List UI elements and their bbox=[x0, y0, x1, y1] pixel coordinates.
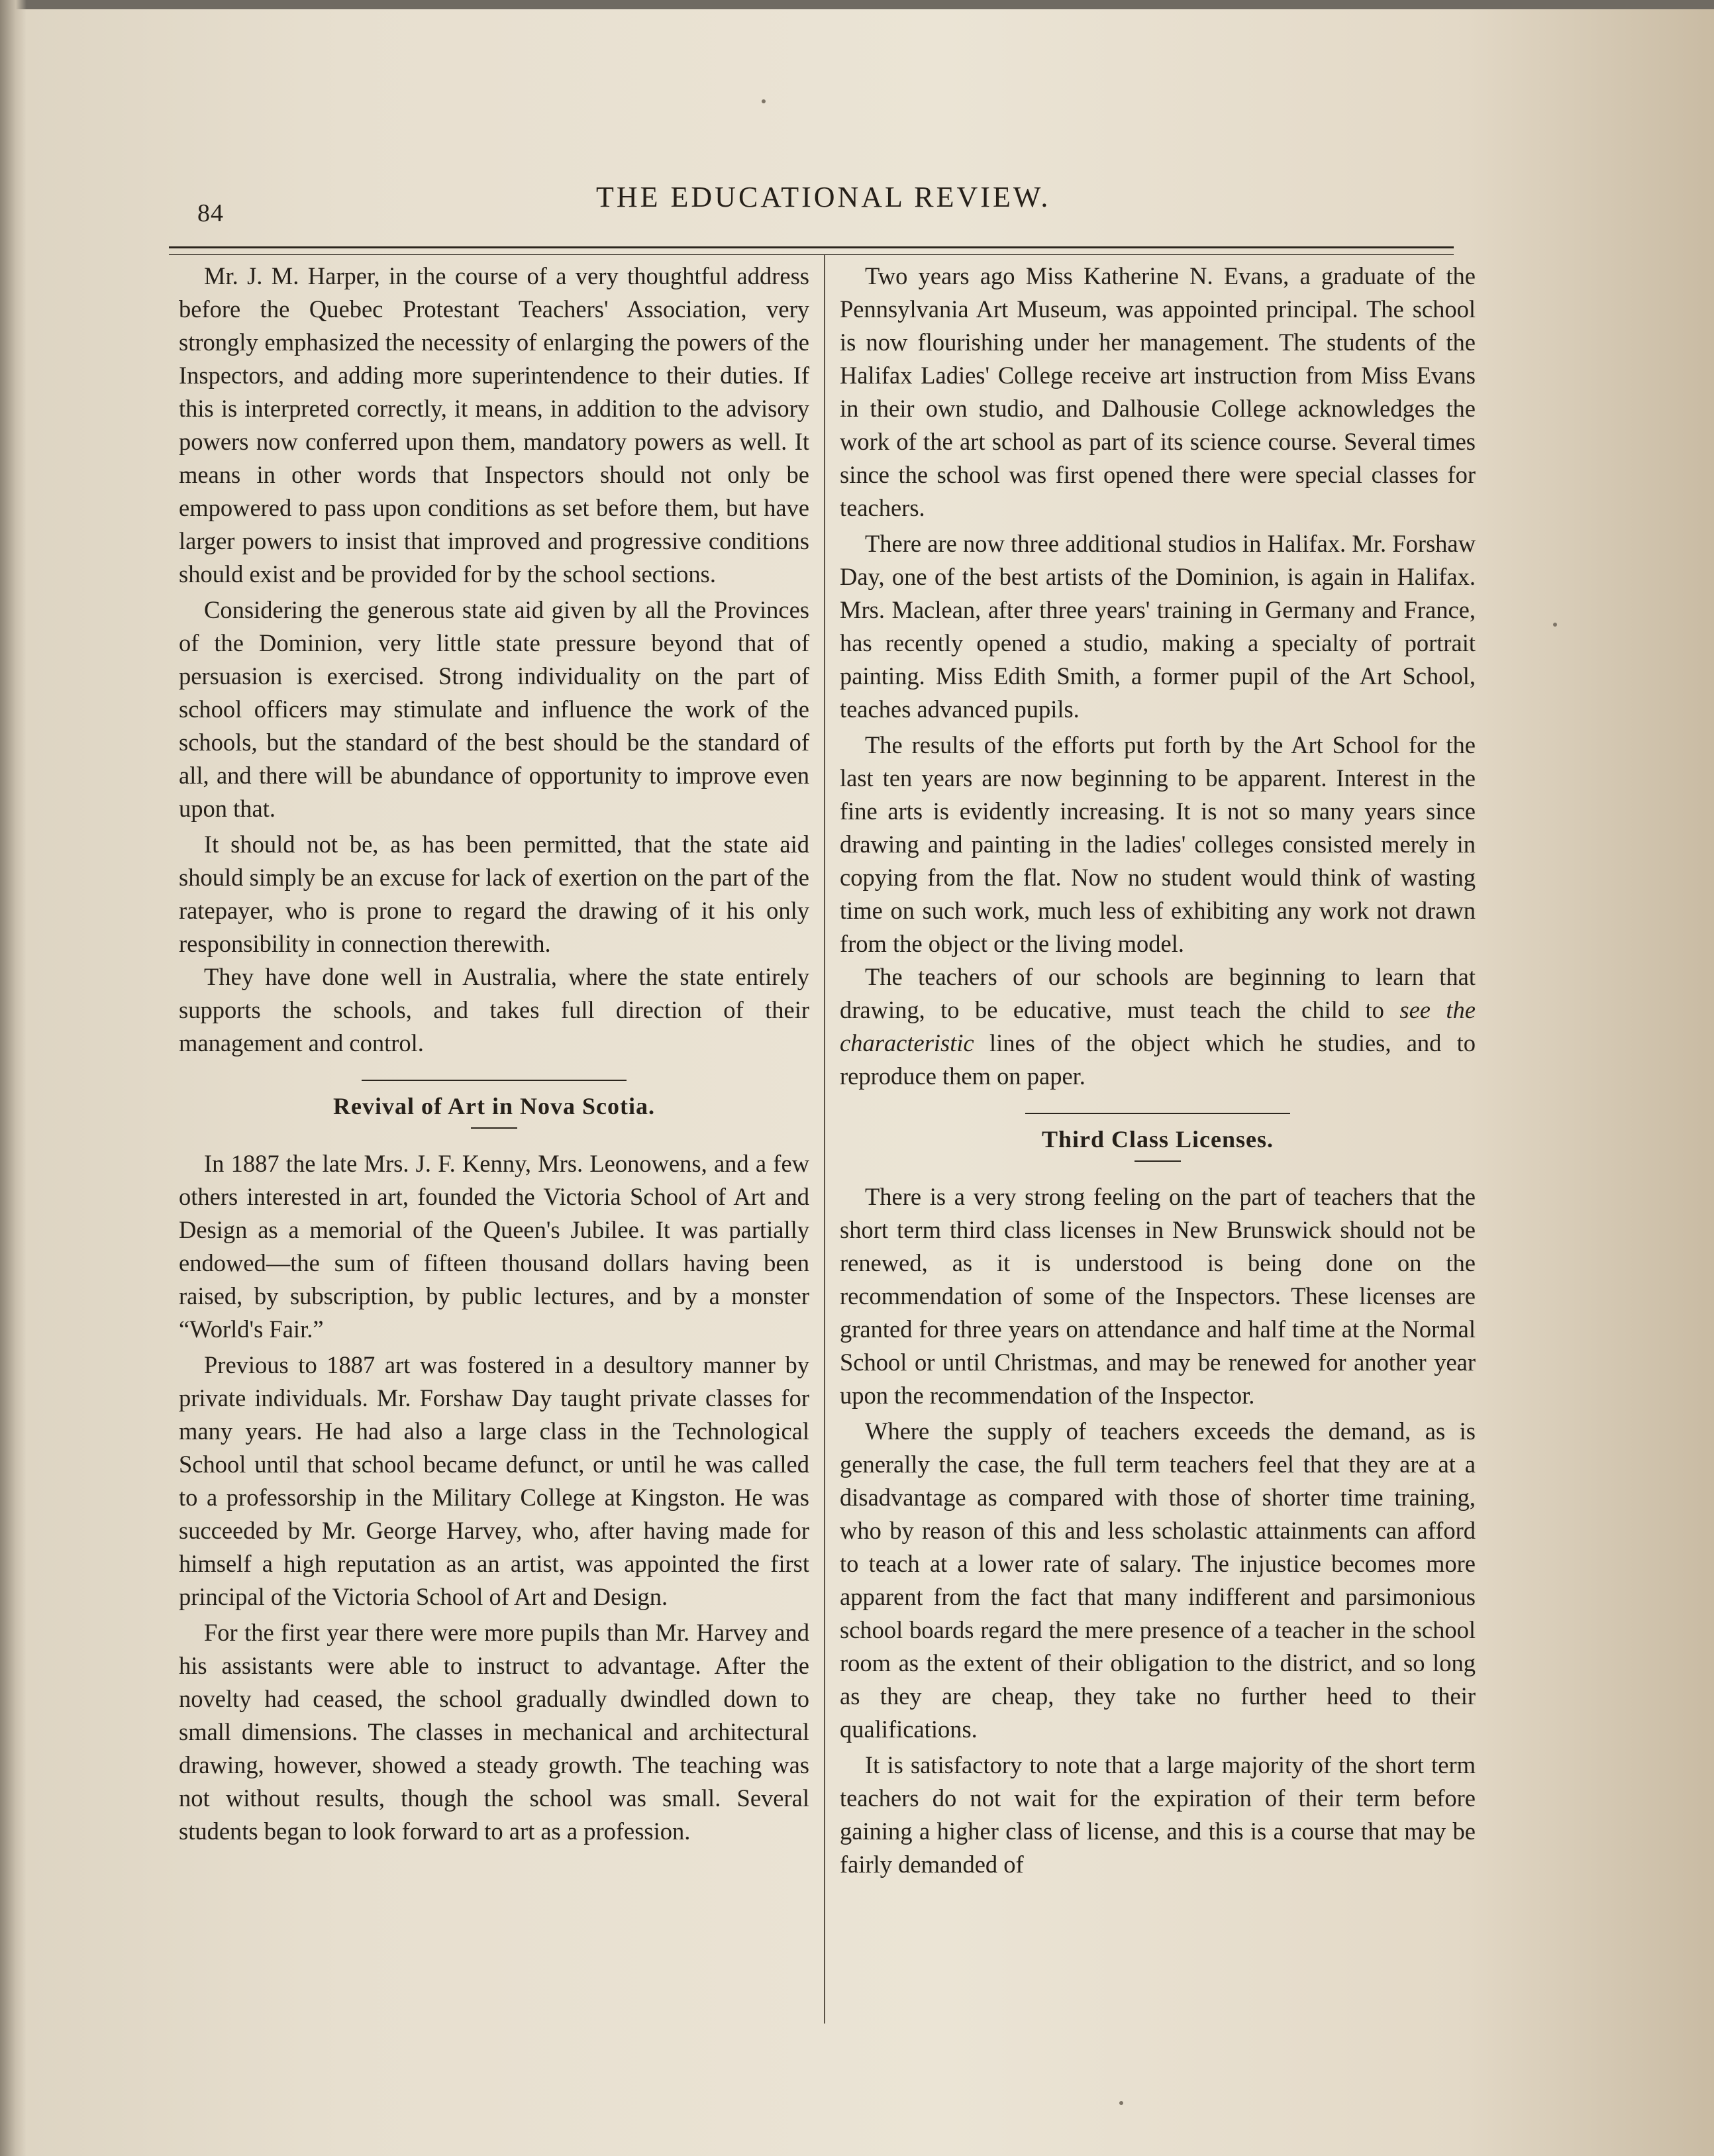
paragraph: For the first year there were more pupils than Mr. Harvey and his assistants were able to instruct to advantage. After the novelty had ceased, the school gradually dwindled down to small dimensions. The classes in mechanical and architectural drawing, however, showed a steady growth. The teaching was not without results, though the school was small. Several students began to look forward to art as a profession. bbox=[179, 1619, 809, 1845]
text-run: The teachers of our schools are beginning to learn that drawing, to be educative, must teach the child to bbox=[840, 963, 1476, 1023]
section-rule bbox=[1025, 1113, 1290, 1114]
paper-speck bbox=[762, 99, 766, 103]
paragraph: Where the supply of teachers exceeds the demand, as is generally the case, the full term teachers feel that they are at a disadvantage as compared with those of shorter time training, who by reason of this and less scholastic attainments can afford to teach at a lower rate of salary. The injustice becomes more apparent from the fact that many indifferent and parsimonious school boards regard the mere presence of a teacher in the school room as the extent of their obligation to the district, and so long as they are cheap, they take no further heed to their qualifications. bbox=[840, 1417, 1476, 1743]
paragraph: Mr. J. M. Harper, in the course of a very thoughtful address before the Quebec Protestant Teachers' Association, very strongly emphasized the necessity of enlarging the powers of the Inspectors, and adding more superintendence to their duties. If this is interpreted correctly, it means, in addition to the advisory powers now conferred upon them, mandatory powers as well. It means in other words that Inspectors should not only be empowered to pass upon conditions as set before them, but have larger powers to insist that improved and progressive conditions should exist and be provided for by the school sections. bbox=[179, 262, 809, 588]
section-title-art: Revival of Art in Nova Scotia. bbox=[333, 1093, 655, 1119]
paper-speck bbox=[1119, 2101, 1123, 2105]
binding-shadow bbox=[0, 0, 26, 2156]
section-dash bbox=[471, 1127, 517, 1129]
paragraph-drawing bbox=[840, 960, 1476, 1093]
text-run: lines of the object which he studies, and to reproduce them on paper. bbox=[840, 1029, 1476, 1090]
section-title-licenses: Third Class Licenses. bbox=[1041, 1126, 1274, 1153]
column-divider bbox=[824, 255, 825, 2024]
paragraph: Two years ago Miss Katherine N. Evans, a graduate of the Pennsylvania Art Museum, was appointed principal. The school is now flourishing under her management. The students of the Halifax Ladies' College receive art instruction from Miss Evans in their own studio, and Dalhousie College acknowledges the work of the art school as part of its science course. Several times since the school was first opened there were special classes for teachers. bbox=[840, 262, 1476, 521]
header-rule bbox=[169, 246, 1454, 248]
paragraph: Considering the generous state aid given by all the Provinces of the Dominion, very little state pressure beyond that of persuasion is exercised. Strong individuality on the part of school officers may stimulate and influence the work of the schools, but the standard of the best should be the standard of all, and there will be abundance of opportunity to improve even upon that. bbox=[179, 596, 809, 822]
paragraph: There is a very strong feeling on the part of teachers that the short term third class licenses in New Brunswick should not be renewed, as it is understood is being done on the recommendation of some of the Inspectors. These licenses are granted for three years on attendance and half time at the Normal School or until Christmas, and may be renewed for another year upon the recommendation of the Inspector. bbox=[840, 1183, 1476, 1409]
paragraph: Previous to 1887 art was fostered in a desultory manner by private individuals. Mr. Forshaw Day taught private classes for many years. He had also a large class in the Technological School until that school became defunct, or until he was called to a professorship in the Military College at Kingston. He was succeeded by Mr. George Harvey, who, after having made for himself a high reputation as an artist, was appointed the first principal of the Victoria School of Art and Design. bbox=[179, 1351, 809, 1610]
paragraph: It is satisfactory to note that a large majority of the short term teachers do not wait for the expiration of their term before gaining a higher class of license, and this is a course that may be fairly demanded of bbox=[840, 1751, 1476, 1878]
left-column bbox=[179, 260, 809, 1848]
paper-speck bbox=[1553, 623, 1557, 627]
right-column bbox=[840, 260, 1476, 1881]
page-number: 84 bbox=[197, 199, 224, 227]
section-dash bbox=[1134, 1160, 1181, 1162]
paragraph: It should not be, as has been permitted, that the state aid should simply be an excuse for lack of exertion on the part of the ratepayer, who is prone to regard the drawing of it his only responsibility in connection therewith. bbox=[179, 831, 809, 957]
paragraph: There are now three additional studios in Halifax. Mr. Forshaw Day, one of the best artists of the Dominion, is again in Halifax. Mrs. Maclean, after three years' training in Germany and France, has recently opened a studio, making a specialty of portrait painting. Miss Edith Smith, a former pupil of the Art School, teaches advanced pupils. bbox=[840, 530, 1476, 723]
paragraph: In 1887 the late Mrs. J. F. Kenny, Mrs. Leonowens, and a few others interested in art, founded the Victoria School of Art and Design as a memorial of the Queen's Jubilee. It was partially endowed—the sum of fifteen thousand dollars having been raised, by subscription, by public lectures, and by a monster “World's Fair.” bbox=[179, 1150, 809, 1343]
paragraph: They have done well in Australia, where the state entirely supports the schools, and takes full direction of their management and control. bbox=[179, 963, 809, 1056]
page-top-edge bbox=[0, 0, 1714, 9]
paragraph: The results of the efforts put forth by the Art School for the last ten years are now beginning to be apparent. Interest in the fine arts is evidently increasing. It is not so many years since drawing and painting in the ladies' colleges consisted merely in copying from the flat. Now no student would think of wasting time on such work, much less of exhibiting any work not drawn from the object or the living model. bbox=[840, 731, 1476, 957]
running-head-title: THE EDUCATIONAL REVIEW. bbox=[596, 181, 1051, 213]
italic-phrase: see the characteristic bbox=[840, 996, 1476, 1056]
header-rule-thin bbox=[169, 254, 1454, 255]
section-rule bbox=[362, 1080, 627, 1081]
